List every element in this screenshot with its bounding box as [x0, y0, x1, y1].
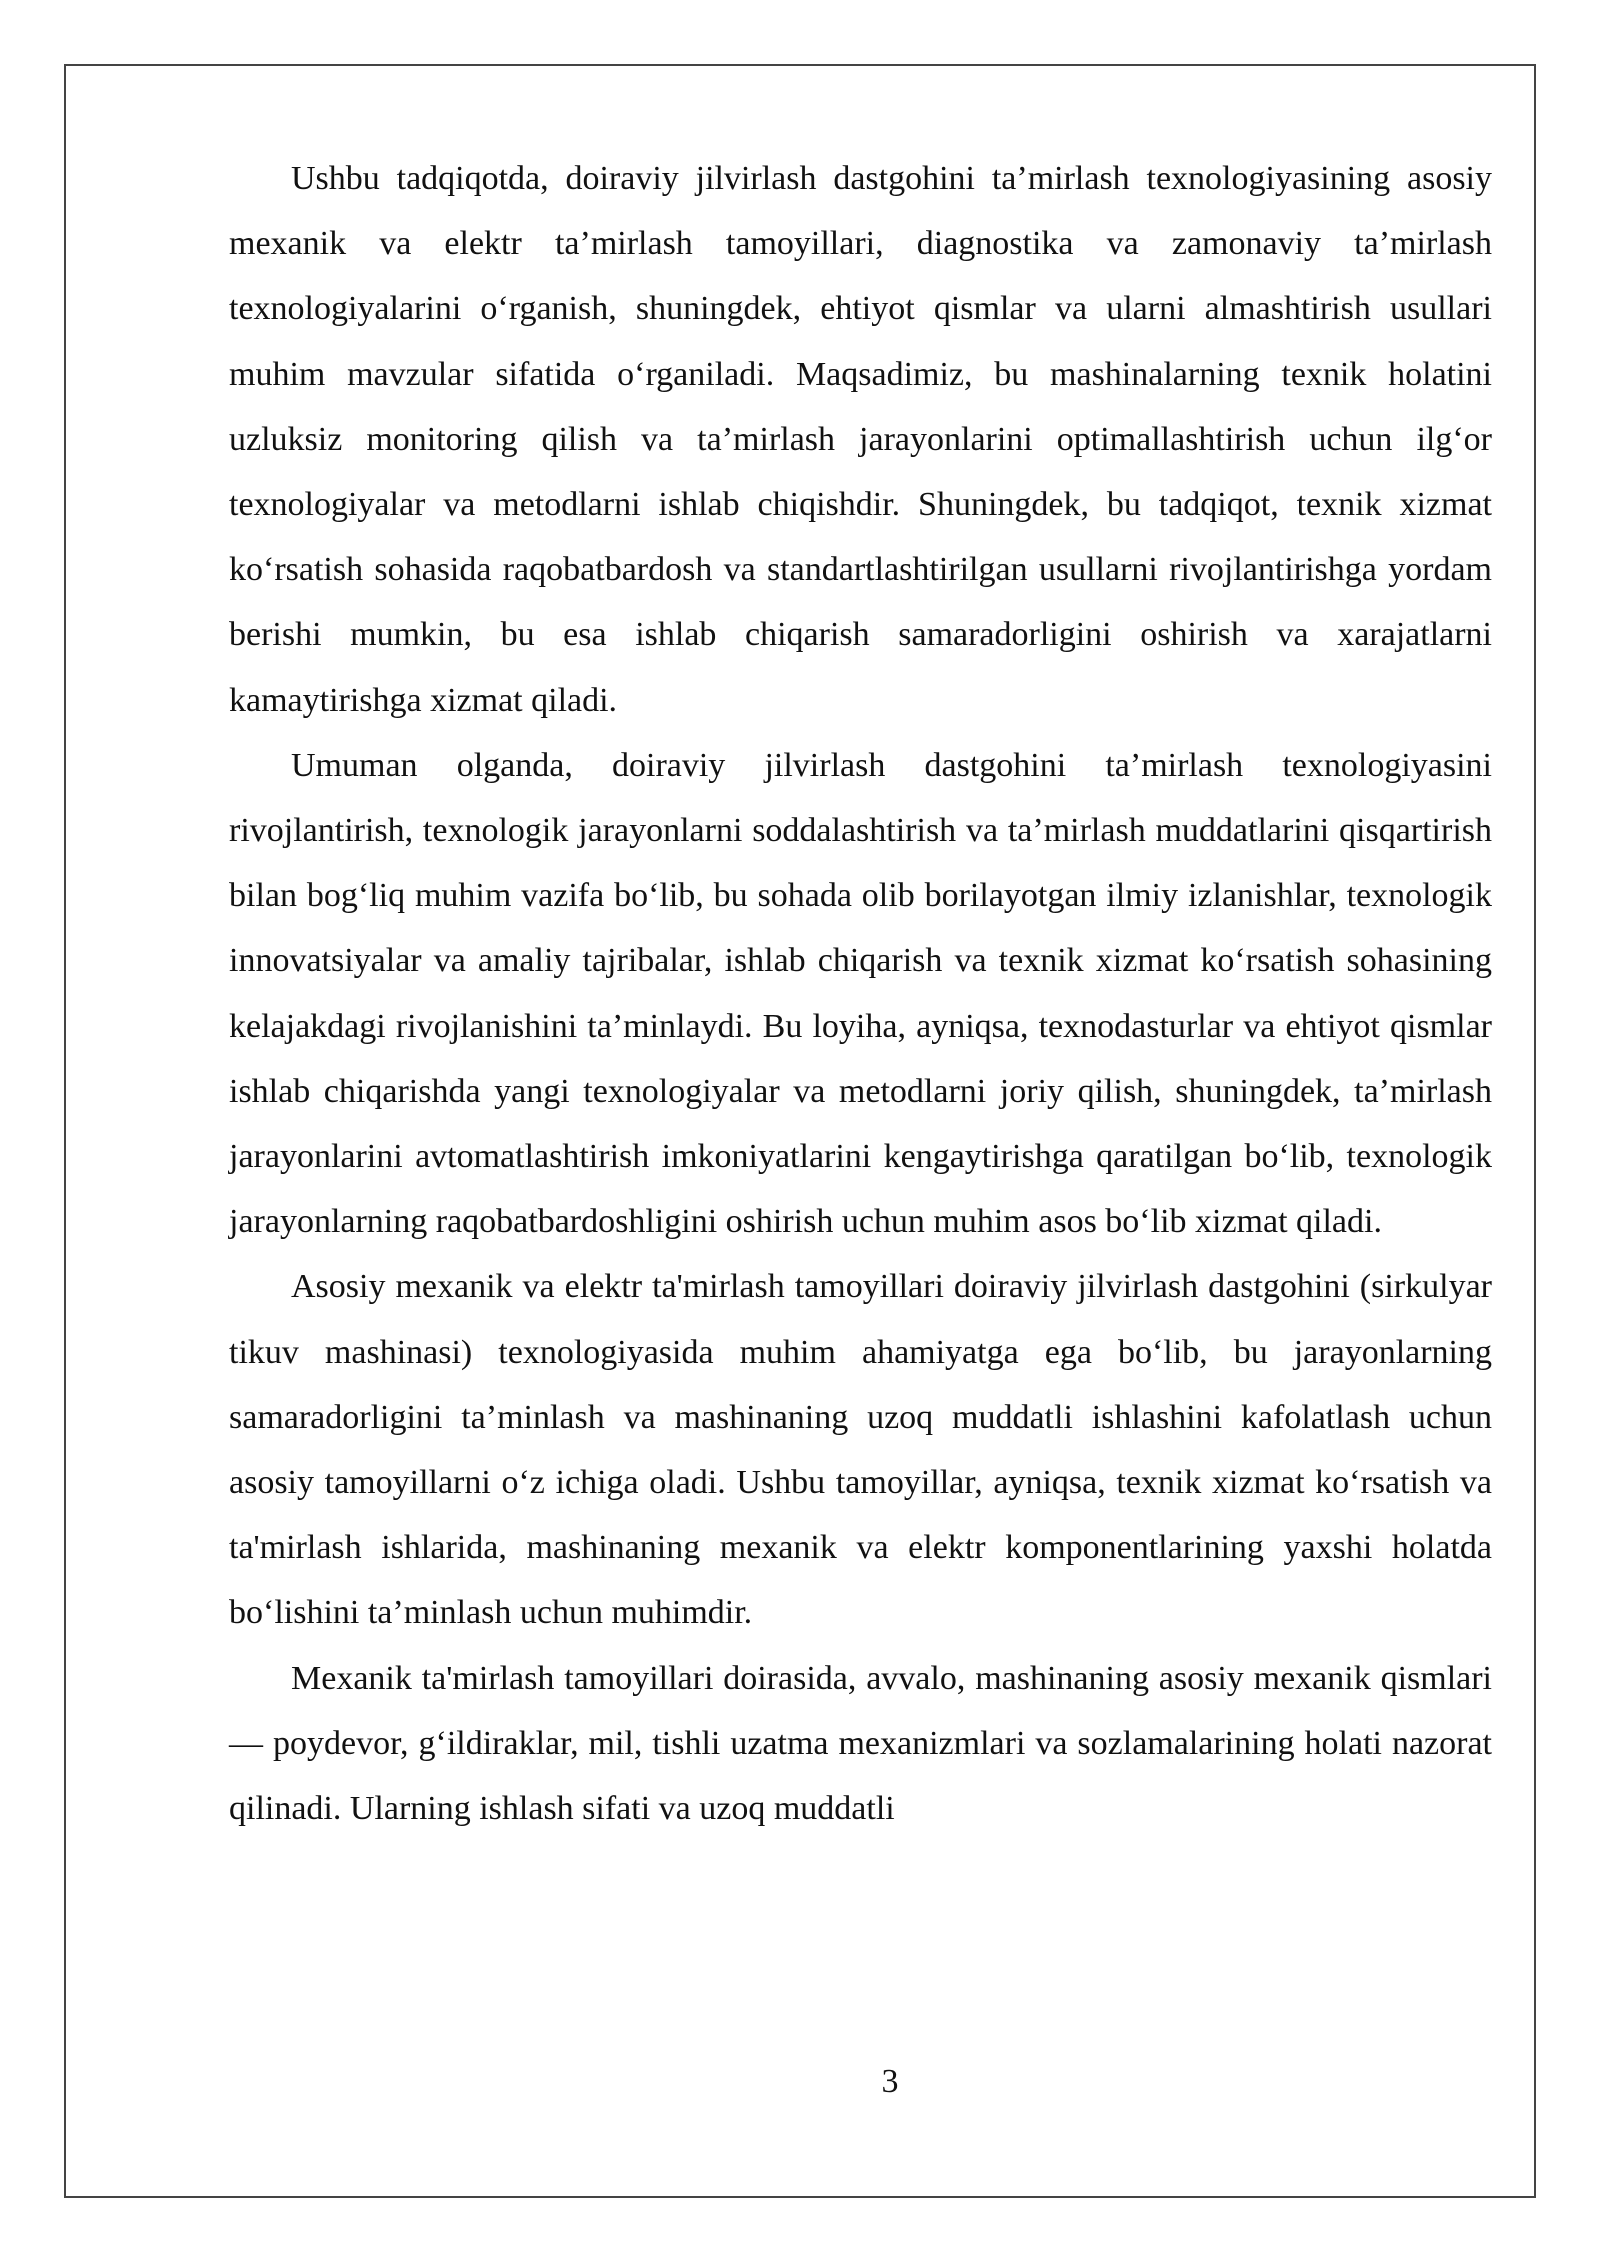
page-number: 3 [881, 2063, 899, 2100]
page-number-footer [0, 2062, 1600, 2102]
paragraph: Mexanik ta'mirlash tamoyillari doirasida, avvalo, mashinaning asosiy mexanik qismlari — poydevor, g‘ildiraklar, mil, tishli uzatma mexanizmlari va sozlamalarining holati nazorat qilinadi. Ularning ishlash sifati va uzoq muddatli [229, 1659, 1492, 1828]
paragraph: Asosiy mexanik va elektr ta'mirlash tamoyillari doiraviy jilvirlash dastgohini (sirkulyar tikuv mashinasi) texnologiyasida muhim ahamiyatga ega bo‘lib, bu jarayonlarning samaradorligini ta’minlash va mashinaning uzoq muddatli ishlashini kafolatlash uchun asosiy tamoyillarni o‘z ichiga oladi. Ushbu tamoyillar, ayniqsa, texnik xizmat ko‘rsatish va ta'mirlash ishlarida, mashinaning mexanik va elektr komponentlarining yaxshi holatda bo‘lishini ta’minlash uchun muhimdir. [229, 1268, 1492, 1632]
document-body [229, 146, 1492, 1841]
paragraph: Umuman olganda, doiraviy jilvirlash dastgohini ta’mirlash texnologiyasini rivojlantirish, texnologik jarayonlarni soddalashtirish va ta’mirlash muddatlarini qisqartirish bilan bog‘liq muhim vazifa bo‘lib, bu sohada olib borilayotgan ilmiy izlanishlar, texnologik innovatsiyalar va amaliy tajribalar, ishlab chiqarish va texnik xizmat ko‘rsatish sohasining kelajakdagi rivojlanishini ta’minlaydi. Bu loyiha, ayniqsa, texnodasturlar va ehtiyot qismlar ishlab chiqarishda yangi texnologiyalar va metodlarni joriy qilish, shuningdek, ta’mirlash jarayonlarini avtomatlashtirish imkoniyatlarini kengaytirishga qaratilgan bo‘lib, texnologik jarayonlarning raqobatbardoshligini oshirish uchun muhim asos bo‘lib xizmat qiladi. [229, 746, 1492, 1241]
paragraph: Ushbu tadqiqotda, doiraviy jilvirlash dastgohini ta’mirlash texnologiyasining asosiy mexanik va elektr ta’mirlash tamoyillari, diagnostika va zamonaviy ta’mirlash texnologiyalarini o‘rganish, shuningdek, ehtiyot qismlar va ularni almashtirish usullari muhim mavzular sifatida o‘rganiladi. Maqsadimiz, bu mashinalarning texnik holatini uzluksiz monitoring qilish va ta’mirlash jarayonlarini optimallashtirish uchun ilg‘or texnologiyalar va metodlarni ishlab chiqishdir. Shuningdek, bu tadqiqot, texnik xizmat ko‘rsatish sohasida raqobatbardosh va standartlashtirilgan usullarni rivojlantirishga yordam berishi mumkin, bu esa ishlab chiqarish samaradorligini oshirish va xarajatlarni kamaytirishga xizmat qiladi. [229, 160, 1492, 719]
